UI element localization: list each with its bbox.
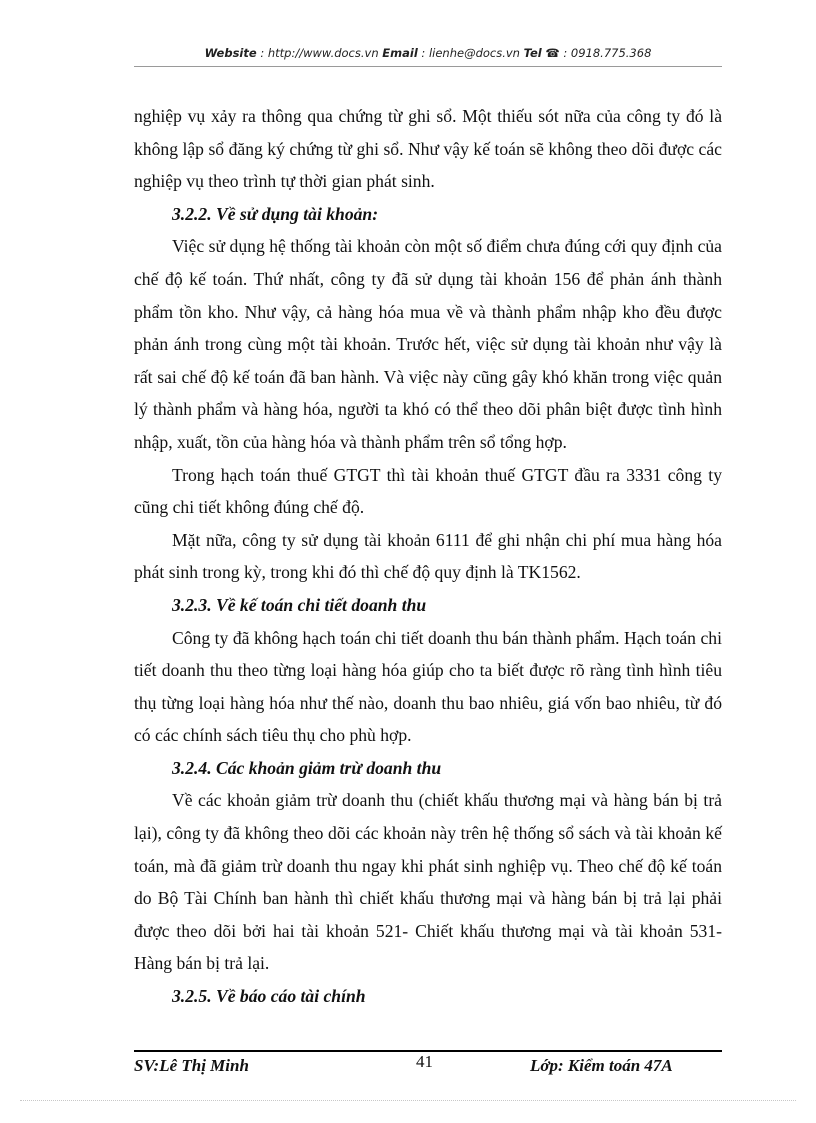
email-value: : lienhe@docs.vn bbox=[417, 46, 524, 60]
page-bottom-border bbox=[20, 1100, 796, 1101]
footer-student-name: SV:Lê Thị Minh bbox=[134, 1056, 249, 1075]
paragraph-revenue-deductions: Về các khoản giảm trừ doanh thu (chiết khấu thương mại và hàng bán bị trả lại), công ty đã không theo dõi các khoản này trên hệ thống sổ sách và tài khoản kế toán, mà đã giảm trừ doanh thu ngay khi phát sinh nghiệp vụ. Theo chế độ kế toán do Bộ Tài Chính ban hành thì chiết khấu thương mại và hàng bán bị trả lại phải được theo dõi bởi hai tài khoản 521- Chiết khấu thương mại và tài khoản 531- Hàng bán bị trả lại. bbox=[134, 790, 722, 974]
website-label: Website bbox=[204, 46, 257, 60]
telephone-icon: ☎ bbox=[545, 46, 560, 60]
heading-3-2-3: 3.2.3. Về kế toán chi tiết doanh thu bbox=[172, 594, 427, 615]
page-body bbox=[134, 100, 722, 1013]
tel-value: : 0918.775.368 bbox=[559, 46, 652, 60]
heading-3-2-2: 3.2.2. Về sử dụng tài khoản: bbox=[172, 203, 379, 224]
email-label: Email bbox=[382, 46, 418, 60]
page-header bbox=[134, 46, 722, 60]
page-number: 41 bbox=[416, 1052, 433, 1071]
paragraph-account-6111: Mặt nữa, công ty sử dụng tài khoản 6111 để ghi nhận chi phí mua hàng hóa phát sinh trong kỳ, trong khi đó thì chế độ quy định là TK1562. bbox=[134, 529, 722, 583]
tel-label: Tel bbox=[523, 46, 542, 60]
paragraph-intro: nghiệp vụ xảy ra thông qua chứng từ ghi sổ. Một thiếu sót nữa của công ty đó là không lập sổ đăng ký chứng từ ghi sổ. Như vậy kế toán sẽ không theo dõi được các nghiệp vụ theo trình tự thời gian phát sinh. bbox=[134, 106, 722, 192]
heading-3-2-5: 3.2.5. Về báo cáo tài chính bbox=[172, 986, 366, 1007]
website-value: : http://www.docs.vn bbox=[256, 46, 383, 60]
paragraph-account-usage: Việc sử dụng hệ thống tài khoản còn một số điểm chưa đúng cới quy định của chế độ kế toán. Thứ nhất, công ty đã sử dụng tài khoản 156 để phản ánh thành phẩm tồn kho. Như vậy, cả hàng hóa mua về và thành phẩm nhập kho đều được phản ánh trong cùng một tài khoản. Trước hết, việc sử dụng tài khoản như vậy là rất sai chế độ kế toán đã ban hành. Và việc này cũng gây khó khăn trong việc quản lý thành phẩm và hàng hóa, người ta khó có thể theo dõi phân biệt được tình hình nhập, xuất, tồn của hàng hóa và thành phẩm trên sổ tổng hợp. bbox=[134, 236, 722, 452]
paragraph-vat: Trong hạch toán thuế GTGT thì tài khoản thuế GTGT đầu ra 3331 công ty cũng chi tiết không đúng chế độ. bbox=[134, 464, 722, 518]
footer-class-name: Lớp: Kiểm toán 47A bbox=[530, 1056, 673, 1075]
heading-3-2-4: 3.2.4. Các khoản giảm trừ doanh thu bbox=[172, 757, 442, 778]
header-divider bbox=[134, 66, 722, 67]
paragraph-revenue-detail: Công ty đã không hạch toán chi tiết doanh thu bán thành phẩm. Hạch toán chi tiết doanh thu theo từng loại hàng hóa giúp cho ta biết được rõ ràng tình hình tiêu thụ từng loại hàng hóa như thế nào, doanh thu bao nhiêu, giá vốn bao nhiêu, từ đó có các chính sách tiêu thụ cho phù hợp. bbox=[134, 627, 722, 746]
